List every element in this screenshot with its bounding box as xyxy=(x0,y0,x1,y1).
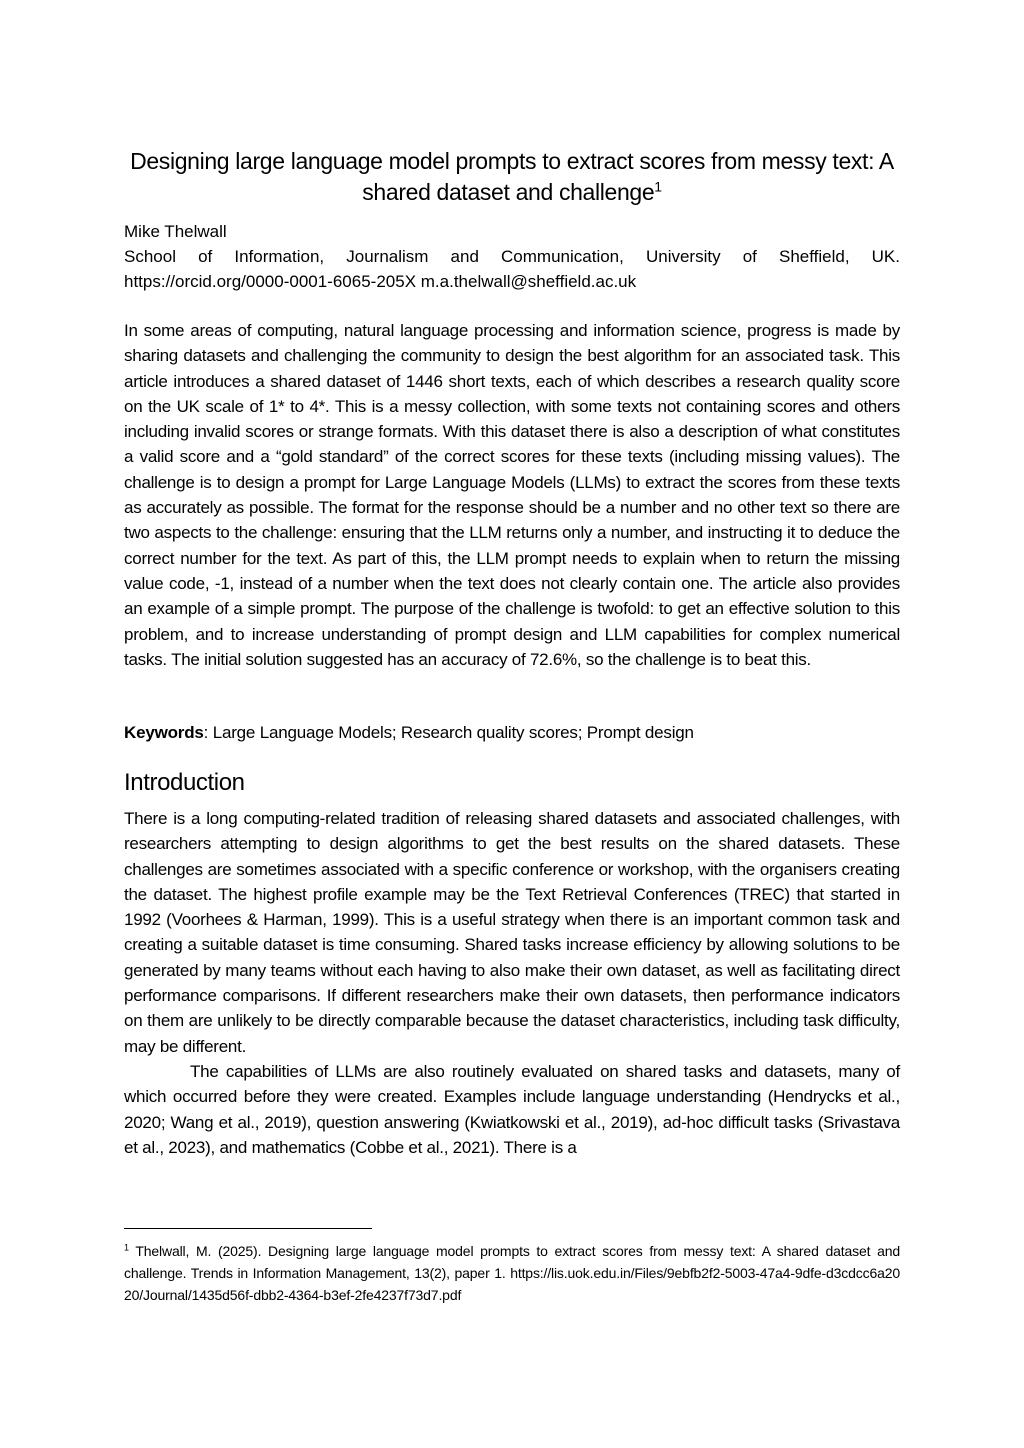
paper-title-text: Designing large language model prompts to extract scores from messy text: A shared dataset and challenge xyxy=(130,148,894,205)
footnote-marker: 1 xyxy=(124,1242,129,1253)
keywords-label: Keywords xyxy=(124,723,204,742)
introduction-body xyxy=(124,806,900,1160)
keywords-list: : Large Language Models; Research quality scores; Prompt design xyxy=(203,723,694,742)
introduction-paragraph-2: The capabilities of LLMs are also routinely evaluated on shared tasks and datasets, many of which occurred before they were created. Examples include language understanding (Hendrycks et al., 2020; Wang et al., 2019), question answering (Kwiatkowski et al., 2019), ad-hoc difficult tasks (Srivastava et al., 2023), and mathematics (Cobbe et al., 2021). There is a xyxy=(124,1061,900,1157)
footnote xyxy=(124,1240,900,1306)
paper-title xyxy=(124,146,900,208)
footnote-citation: Thelwall, M. (2025). Designing large language model prompts to extract scores from messy text: A shared dataset and challenge. Trends in Information Management, 13(2), paper 1. xyxy=(124,1243,900,1281)
author-contact[interactable]: https://orcid.org/0000-0001-6065-205X m.a.thelwall@sheffield.ac.uk xyxy=(124,272,637,291)
author-affiliation: School of Information, Journalism and Communication, University of Sheffield, UK. xyxy=(124,247,900,266)
section-heading-introduction: Introduction xyxy=(124,769,245,796)
title-footnote-marker[interactable]: 1 xyxy=(654,178,662,195)
footnote-url[interactable]: https://lis.uok.edu.in/Files/9ebfb2f2-5003-47a4-9dfe-d3cdcc6a2020/Journal/1435d56f-dbb2-4364-b3ef-2fe4237f73d7.pdf xyxy=(124,1265,900,1303)
abstract: In some areas of computing, natural language processing and information science, progress is made by sharing datasets and challenging the community to design the best algorithm for an associated task. This article introduces a shared dataset of 1446 short texts, each of which describes a research quality score on the UK scale of 1* to 4*. This is a messy collection, with some texts not containing scores and others including invalid scores or strange formats. With this dataset there is also a description of what constitutes a valid score and a “gold standard” of the correct scores for these texts (including missing values). The challenge is to design a prompt for Large Language Models (LLMs) to extract the scores from these texts as accurately as possible. The format for the response should be a number and no other text so there are two aspects to the challenge: ensuring that the LLM returns only a number, and instructing it to deduce the correct number for the text. As part of this, the LLM prompt needs to explain when to return the missing value code, -1, instead of a number when the text does not clearly contain one. The article also provides an example of a simple prompt. The purpose of the challenge is twofold: to get an effective solution to this problem, and to increase understanding of prompt design and LLM capabilities for complex numerical tasks. The initial solution suggested has an accuracy of 72.6%, so the challenge is to beat this. xyxy=(124,321,900,669)
author-name: Mike Thelwall xyxy=(124,222,227,241)
footnote-separator xyxy=(124,1228,372,1229)
keywords xyxy=(124,720,900,745)
author-block xyxy=(124,219,900,294)
introduction-paragraph-1: There is a long computing-related tradition of releasing shared datasets and associated challenges, with researchers attempting to design algorithms to get the best results on the shared datasets. These challenges are sometimes associated with a specific conference or workshop, with the organisers creating the dataset. The highest profile example may be the Text Retrieval Conferences (TREC) that started in 1992 (Voorhees & Harman, 1999). This is a useful strategy when there is an important common task and creating a suitable dataset is time consuming. Shared tasks increase efficiency by allowing solutions to be generated by many teams without each having to also make their own dataset, as well as facilitating direct performance comparisons. If different researchers make their own datasets, then performance indicators on them are unlikely to be directly comparable because the dataset characteristics, including task difficulty, may be different. xyxy=(124,809,900,1056)
